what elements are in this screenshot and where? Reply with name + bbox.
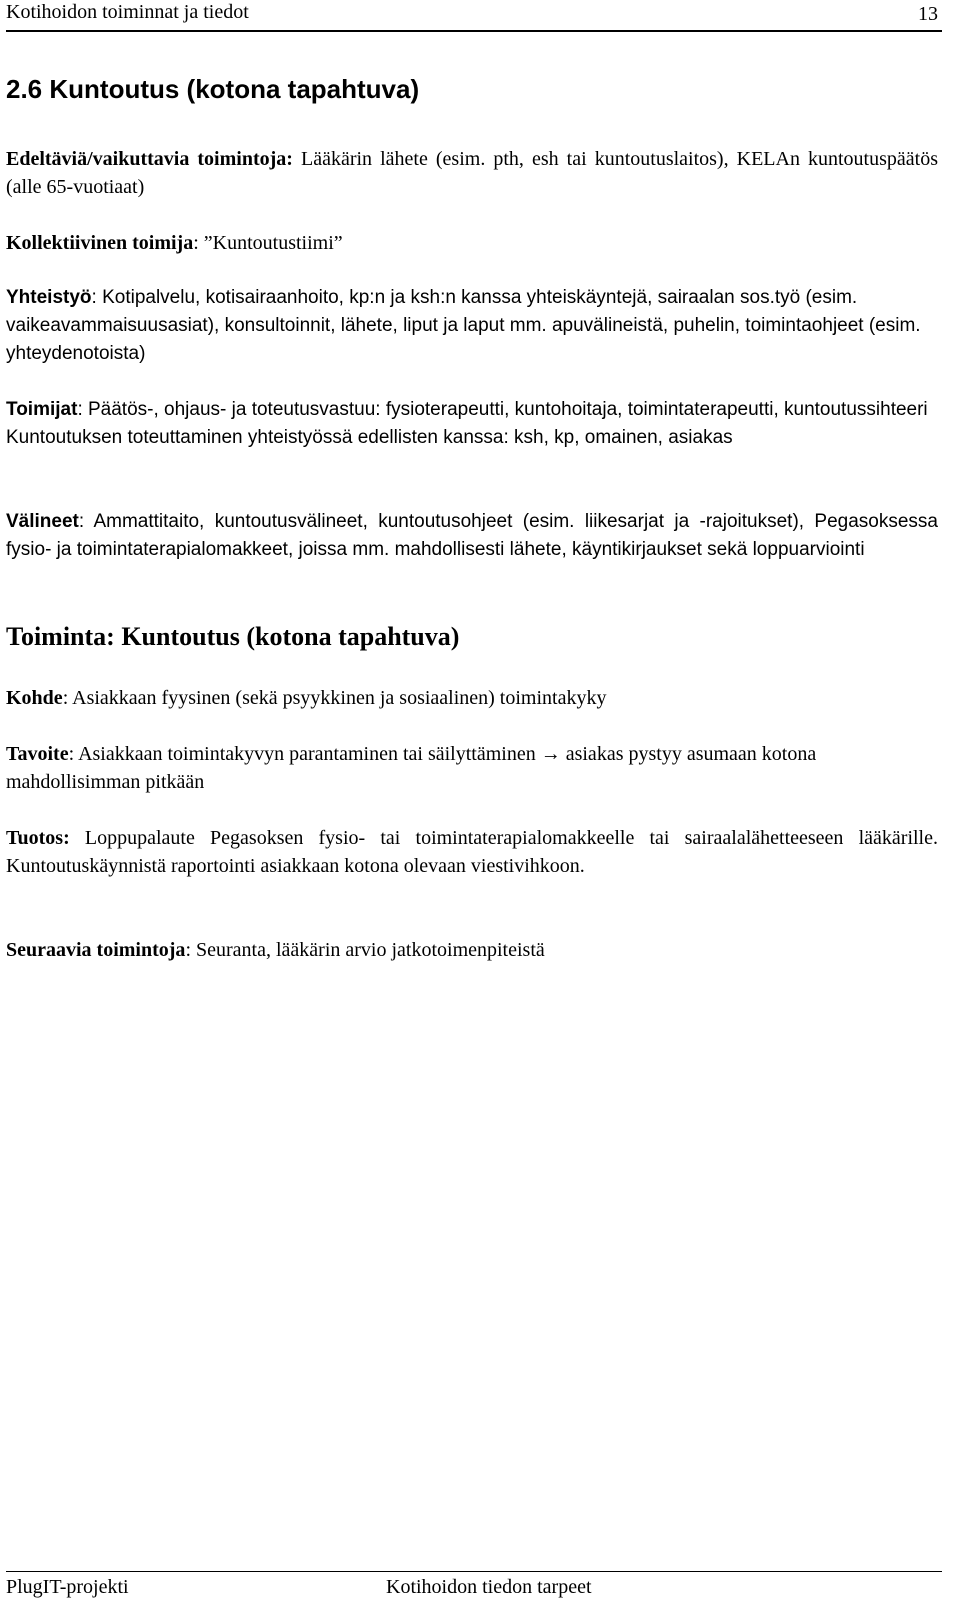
tavoite-paragraph (6, 740, 938, 796)
toimijat-line2: Kuntoutuksen toteuttaminen yhteistyössä edellisten kanssa: ksh, kp, omainen, asiakas (6, 427, 733, 448)
valineet-label: Välineet (6, 511, 79, 532)
yhteistyo-label: Yhteistyö (6, 287, 92, 308)
edeltavia-text: Lääkärin lähete (esim. pth, esh tai kuntoutuslaitos), KELAn kuntoutuspäätös (alle 65-vuotiaat) (6, 148, 938, 198)
tavoite-text: : Asiakkaan toimintakyvyn parantaminen tai säilyttäminen → asiakas pystyy asumaan kotona mahdollisimman pitkään (6, 743, 817, 793)
kohde-text: : Asiakkaan fyysinen (sekä psyykkinen ja sosiaalinen) toimintakyky (62, 687, 607, 709)
yhteistyo-paragraph (6, 284, 938, 368)
toimijat-text: : Päätös-, ohjaus- ja toteutusvastuu: fysioterapeutti, kuntohoitaja, toimintaterapeutti, kuntoutussihteeri (77, 399, 928, 420)
seuraavia-label: Seuraavia toimintoja (6, 939, 186, 961)
section-heading: 2.6 Kuntoutus (kotona tapahtuva) (6, 74, 420, 104)
page-header (6, 0, 942, 32)
toimijat-label: Toimijat (6, 399, 78, 420)
tuotos-text: Loppupalaute Pegasoksen fysio- tai toimintaterapialomakkeelle tai sairaalalähetteeseen lääkärille. Kuntoutuskäynnistä raportointi asiakkaan kotona olevaan viestivihkoon. (6, 827, 938, 877)
header-title: Kotihoidon toiminnat ja tiedot (6, 1, 249, 23)
kollektiivinen-paragraph (6, 229, 938, 257)
page-number: 13 (918, 3, 938, 25)
yhteistyo-text: : Kotipalvelu, kotisairaanhoito, kp:n ja ksh:n kanssa yhteiskäyntejä, sairaalan sos.työ (esim. vaikeavammaisuusasiat), konsultoinnit, lähete, liput ja laput mm. apuvälineistä, puhelin, toimintaohjeet (esim. yhteydenotoista) (6, 287, 921, 364)
tavoite-label: Tavoite (6, 743, 69, 765)
tuotos-label: Tuotos: (6, 827, 70, 849)
seuraavia-paragraph (6, 936, 938, 964)
toiminta-heading: Toiminta: Kuntoutus (kotona tapahtuva) (6, 622, 460, 651)
kohde-label: Kohde (6, 687, 63, 709)
toimijat-paragraph (6, 396, 938, 452)
footer-document: Kotihoidon tiedon tarpeet (386, 1576, 592, 1598)
edeltavia-label: Edeltäviä/vaikuttavia toimintoja: (6, 148, 293, 170)
edeltavia-paragraph (6, 145, 938, 201)
page-footer (6, 1571, 942, 1598)
kohde-paragraph (6, 684, 938, 712)
kollektiivinen-label: Kollektiivinen toimija (6, 232, 194, 254)
footer-project: PlugIT-projekti (6, 1576, 129, 1598)
valineet-paragraph (6, 508, 938, 564)
valineet-text: : Ammattitaito, kuntoutusvälineet, kuntoutusohjeet (esim. liikesarjat ja -rajoitukset), Pegasoksessa fysio- ja toimintaterapialomakkeet, joissa mm. mahdollisesti lähete, käyntikirjaukset sekä loppuarviointi (6, 511, 938, 560)
kollektiivinen-text: : ”Kuntoutustiimi” (193, 232, 343, 254)
tuotos-paragraph (6, 824, 938, 880)
seuraavia-text: : Seuranta, lääkärin arvio jatkotoimenpiteistä (185, 939, 545, 961)
